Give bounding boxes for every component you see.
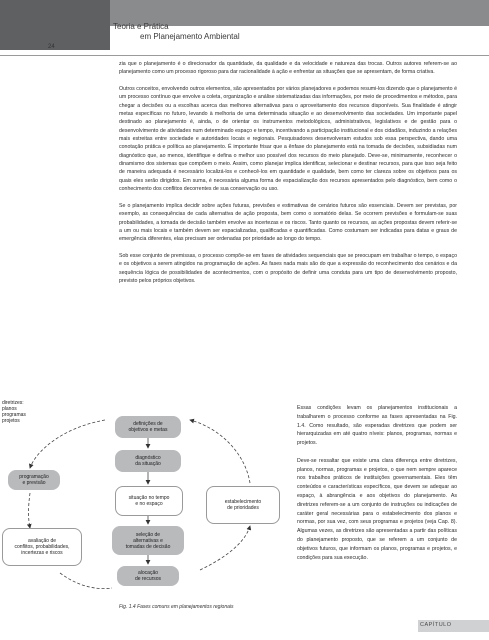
box-selecao: seleção de alternativas e tomadas de decisão	[112, 526, 184, 555]
planning-phases-diagram	[0, 398, 290, 613]
body-paragraph-4: Sob esse conjunto de premissas, o processo compõe-se em fases de atividades sequenciais que se preocupam em trabalhar o tempo, o espaço e os objetivos a serem atingidos na programação de ações. As fases nada mais são do que a expressão do reconhecimento dos cenários e da sequência lógica de possibilidades de acontecimentos, com o propósito de definir uma conduta para um tipo de desenvolvimento proposto, previsto pelos próprios objetivos.	[119, 252, 457, 284]
box-situacao: situação no tempo e no espaço	[115, 486, 183, 516]
box-avaliacao: avaliação de conflitos, probabilidades, incertezas e riscos	[2, 528, 82, 566]
side-paragraph-2: Deve-se ressaltar que existe uma clara diferença entre diretrizes, planos, normas, programas e projetos, o que nem sempre aparece nos trabalhos práticos de instituições governamentais. Eles têm conteúdos e características específicos, que devem se adequar ao espaço, à abrangência e aos objetivos do planejamento. As diretrizes referem-se a um conjunto de instruções ou indicações de caráter geral necessárias para o estabelecimento dos planos e normas, por sua vez, com seus programas e projetos (veja Cap. 8). Algumas vezes, as diretrizes são apresentadas a partir das políticas do planejamento proposto, que se referem a um conjunto de objetivos futuros, que informam os planos, programas e projetos, e condições para sua execução.	[297, 457, 457, 561]
header-dark-block	[0, 0, 110, 50]
body-paragraph-2: Outros conceitos, envolvendo outros elementos, são apresentados por vários planejadores e podemos resumi-los dizendo que o planejamento é um processo contínuo que envolve a coleta, organização e análise sistematizadas das informações, por meio de procedimentos e métodos, para chegar a decisões ou a escolhas acerca das melhores alternativas para o aproveitamento dos recursos disponíveis. Sua finalidade é atingir metas específicas no futuro, levando à melhoria de uma determinada situação e ao desenvolvimento das sociedades. Um importante papel destinado ao planejamento é, ainda, o de orientar os instrumentos metodológicos, administrativos, legislativos e de gestão para o desenvolvimento de atividades num determinado espaço e tempo, incentivando a participação institucional e dos cidadãos, induzindo a relações mais estreitas entre sociedade e autoridades locais e regionais. Pesquisadores desenvolveram estudos sob essa perspectiva, dando uma conotação prática e política ao planejamento. É importante frisar que a ênfase do planejamento está na tomada de decisões, subsidiadas num diagnóstico que, ao menos, identifique e defina o melhor uso possível dos recursos do meio planejado. Deve-se, minimamente, reconhecer o dinamismo dos sistemas que compõem o meio. Assim, como planejar implica identificar, selecionar e destinar recursos, para que isso seja feito de maneira adequada é necessário localizá-los e conhecê-los em quantidade e qualidade, bem como ter clareza sobre os objetivos para os quais eles serão dirigidos. Em suma, é necessária alguma forma de espacialização dos recursos apresentados pelo diagnóstico, bem como o conhecimento dos conflitos decorrentes de sua conservação ou uso.	[119, 86, 457, 193]
box-programacao: programação e previsão	[8, 470, 60, 490]
diagram-side-label: diretrizes: planos programas projetos	[2, 400, 26, 424]
body-paragraph-3: Se o planejamento implica decidir sobre ações futuras, previsões e estimativas de cenários futuros são essenciais. Devem ser previstas, por exemplo, as consequências de cada alternativa de ação proposta, bem como o somatório delas. Se ocorrem previsões e formulam-se suas probabilidades, a tomada de decisão também envolve as incertezas e os riscos. Tanto quanto os recursos, as ações propostas devem referir-se a um ou mais locais e também devem ser espacializadas, qualificadas e quantificadas. Como costumam ser indicadas para datas e graus de emergência diferentes, elas precisam ser ordenadas por prioridade ao longo do tempo.	[119, 202, 457, 243]
box-diagnostico: diagnóstico da situação	[115, 450, 181, 472]
book-title-line1: Teoria e Prática	[113, 22, 169, 31]
page-number: 24	[48, 44, 55, 50]
main-body-text	[119, 60, 457, 294]
side-paragraph-1: Essas condições levam os planejamentos institucionais a trabalharem o processo conforme as fases apresentadas na Fig. 1.4. Como resultado, são esperadas diretrizes que podem ser hierarquizadas em até quatro níveis: planos, programas, normas e projetos.	[297, 405, 457, 447]
side-body-text	[297, 404, 457, 571]
figure-caption: Fig. 1.4 Fases comuns em planejamentos regionais	[119, 604, 234, 610]
box-estabelecimento: estabelecimento de prioridades	[206, 486, 280, 524]
box-definicoes: definições de objetivos e metas	[115, 416, 181, 438]
box-alocacao: alocação de recursos	[117, 566, 179, 586]
page-header	[0, 0, 489, 50]
header-rule	[0, 55, 489, 56]
chapter-label: CAPÍTULO	[420, 622, 452, 628]
body-paragraph-1: zia que o planejamento é o direcionador da quantidade, da qualidade e da velocidade e natureza das trocas. Outros autores referem-se ao planejamento como um processo rigoroso para dar racionalidade à ação e enfrentar as situações que se apresentam, de forma criativa.	[119, 61, 457, 76]
book-title-line2: em Planejamento Ambiental	[140, 32, 240, 41]
